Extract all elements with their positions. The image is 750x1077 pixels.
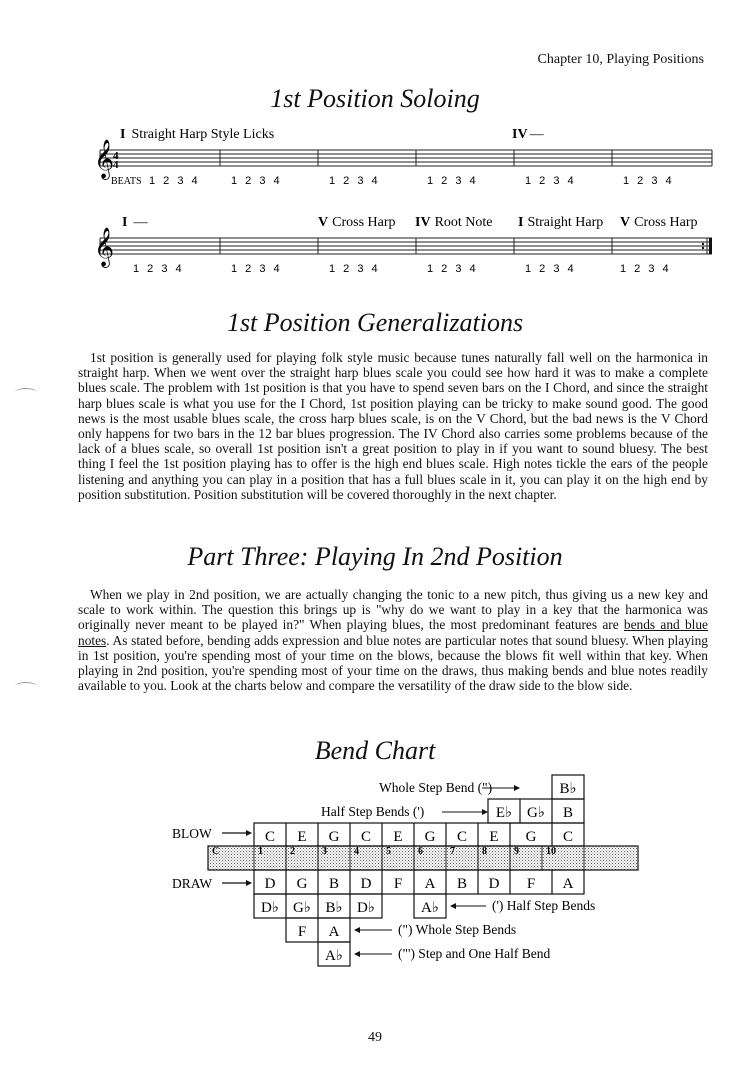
hole-number: 9	[514, 846, 519, 857]
blow-half-bend-note: G♭	[527, 805, 545, 821]
blow-note: G	[525, 829, 537, 845]
beats-prefix: BEATS	[111, 176, 142, 187]
draw-half-bend-note: B♭	[325, 900, 343, 916]
blow-note: E	[393, 829, 403, 845]
draw-whole-bend-note: A	[328, 924, 340, 940]
draw-half-bend-note: D♭	[357, 900, 375, 916]
holes-strip	[208, 846, 638, 870]
staff2-label-4: I Straight Harp	[518, 215, 604, 230]
blow-note: C	[360, 829, 372, 845]
staff1-label-1: I Straight Harp Style Licks	[120, 127, 275, 142]
music-staff-1	[0, 118, 750, 198]
hole-number: 6	[418, 846, 423, 857]
draw-whole-bend-note: F	[297, 924, 307, 940]
beat-count: 1 2 3 4	[149, 175, 198, 187]
draw-note: D	[488, 876, 500, 892]
hole-number: 3	[322, 846, 327, 857]
beat-count: 1 2 3 4	[620, 263, 669, 275]
blow-half-bend-note: B	[562, 805, 574, 821]
draw-half-bend-note: G♭	[293, 900, 311, 916]
beat-count: 1 2 3 4	[427, 263, 476, 275]
hole-number: 8	[482, 846, 487, 857]
draw-label: DRAW	[172, 876, 213, 891]
beat-count: 1 2 3 4	[427, 175, 476, 187]
blow-note: C	[264, 829, 276, 845]
staff2-label-2: V Cross Harp	[318, 215, 396, 230]
blow-whole-bend-note: B♭	[559, 781, 577, 797]
part-three-paragraph: When we play in 2nd position, we are actually changing the tonic to a new pitch, thus giving us a new key and scale to work within. The question this brings up is "why do we want to play in a key that the harmonica was originally never meant to be played in?" When playing blues, the most predominant features are bends and blue notes. As stated before, bending adds expression and blue notes are particular notes that sound bluesy. When playing in 1st position, you're spending most of your time on the blows, because the blows fit well within that key. When playing in 2nd position, you're spending most of your time on the draws, thus making bends and blue notes readily available to you. Look at the charts below and compare the versatility of the draw side to the blow side.	[78, 587, 709, 694]
draw-note: B	[456, 876, 468, 892]
blow-note: E	[297, 829, 307, 845]
underlined-phrase: bends and blue notes	[78, 617, 709, 648]
draw-note: D	[264, 876, 276, 892]
blow-label: BLOW	[172, 826, 212, 841]
beat-count: 1 2 3 4	[329, 175, 378, 187]
draw-note: F	[526, 876, 536, 892]
hole-number: 7	[450, 846, 455, 857]
time-sig-top: 4	[113, 150, 119, 162]
hole-number: 10	[546, 846, 556, 857]
beat-count: 1 2 3 4	[525, 175, 574, 187]
draw-note: G	[296, 876, 308, 892]
hole-number: 5	[386, 846, 391, 857]
section-title-part-three: Part Three: Playing In 2nd Position	[187, 542, 563, 571]
page-number: 49	[368, 1030, 382, 1045]
draw-step-half-bend-note: A♭	[325, 948, 343, 964]
half-step-blow-label: Half Step Bends (')	[321, 804, 425, 819]
margin-mark	[15, 682, 37, 691]
staff2-label-5: V Cross Harp	[620, 215, 698, 230]
blow-note: E	[489, 829, 499, 845]
generalizations-paragraph: 1st position is generally used for playing folk style music because tunes naturally fall well on the harmonica in straight harp. When we went over the straight harp blues scale you could see how hard it was to make a complete blues scale. The problem with 1st position is that you have to spend seven bars on the I Chord, and since the straight harp blues scale is what you use for the I Chord, 1st position playing can be tricky to make sound good. The good news is the most usable blues scale, the cross harp blues scale, is on the V Chord, but the bad news is the V Chord only happens for two bars in the 12 bar blues progression. The IV Chord also carries some problems because of the lack of a blues scale, so overall 1st position isn't a great position to play in if you want to sound bluesy. The best thing I feel the 1st position playing has to offer is the high end blues scale. High notes tickle the ears of the people listening and anything you can play in a position that has a full blues scale in it, you can play it on the high end by position substitution. Position substitution will be covered thoroughly in the next chapter.	[78, 350, 708, 502]
draw-note: A	[424, 876, 436, 892]
treble-clef-icon: 𝄞	[94, 141, 115, 178]
hole-number: 4	[354, 846, 359, 857]
blow-note: C	[456, 829, 468, 845]
margin-mark	[15, 388, 37, 397]
section-title-soloing: 1st Position Soloing	[270, 84, 480, 113]
treble-clef-icon: 𝄞	[94, 229, 115, 266]
blow-half-bend-note: E♭	[495, 805, 513, 821]
section-title-generalizations: 1st Position Generalizations	[226, 308, 524, 337]
beat-count: 1 2 3 4	[231, 263, 280, 275]
draw-half-label: (') Half Step Bends	[492, 898, 596, 913]
blow-note: G	[328, 829, 340, 845]
beat-count: 1 2 3 4	[329, 263, 378, 275]
bend-chart	[0, 770, 750, 970]
chapter-header: Chapter 10, Playing Positions	[537, 52, 704, 67]
draw-step-half-label: ("') Step and One Half Bend	[398, 946, 551, 961]
end-repeat-barline	[709, 238, 712, 254]
bend-chart-title: Bend Chart	[314, 736, 436, 765]
hole-number: 1	[258, 846, 263, 857]
beat-count: 1 2 3 4	[525, 263, 574, 275]
beat-count: 1 2 3 4	[133, 263, 182, 275]
blow-note: C	[562, 829, 574, 845]
draw-note: B	[328, 876, 340, 892]
draw-note: D	[360, 876, 372, 892]
staff1-label-2: IV —	[512, 127, 544, 142]
beat-count: 1 2 3 4	[231, 175, 280, 187]
staff2-label-3: IV Root Note	[415, 215, 493, 230]
hole-number: 2	[290, 846, 295, 857]
draw-note: A	[562, 876, 574, 892]
staff2-label-1: I —	[122, 215, 148, 230]
draw-half-bend-note: D♭	[261, 900, 279, 916]
holes-label: C	[212, 846, 220, 857]
draw-whole-label: (") Whole Step Bends	[398, 922, 517, 937]
blow-note: G	[424, 829, 436, 845]
music-staff-2	[0, 206, 750, 286]
draw-note: F	[393, 876, 403, 892]
whole-step-blow-label: Whole Step Bend (")	[379, 780, 493, 795]
time-sig-bottom: 4	[113, 159, 119, 171]
beat-count: 1 2 3 4	[623, 175, 672, 187]
draw-half-bend-note: A♭	[421, 900, 439, 916]
